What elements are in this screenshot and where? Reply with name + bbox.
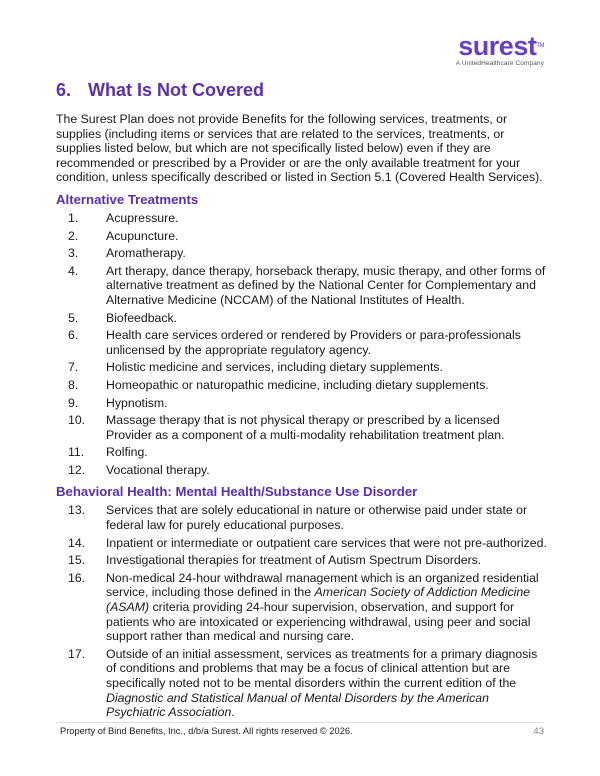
- section-number: 6.: [56, 80, 72, 100]
- list-item: 9. Hypnotism.: [68, 395, 168, 410]
- asam-reference: American Society of Addiction Medicine (ASAM): [106, 585, 531, 615]
- trademark-mark: TM: [536, 43, 544, 49]
- list-item: 4. Art therapy, dance therapy, horseback therapy, music therapy, and other forms of alternative treatment as defined by the National Center for Complementary and Alternative Medicine (NCCAM) of the National Institutes of Health.: [68, 263, 546, 307]
- list-item: 7. Holistic medicine and services, including dietary supplements.: [68, 360, 443, 375]
- list-item: 13. Services that are solely educational in nature or otherwise paid under state or federal law for purely educational purposes.: [68, 503, 528, 533]
- footer-divider: [56, 722, 544, 723]
- behavioral-health-list: [56, 503, 548, 719]
- page-number: 43: [533, 726, 544, 737]
- list-item: 8. Homeopathic or naturopathic medicine, including dietary supplements.: [68, 377, 489, 392]
- surest-logo: [455, 31, 544, 67]
- list-item: 16. Non-medical 24-hour withdrawal management which is an organized residential service, including those defined in the American Society of Addiction Medicine (ASAM) criteria providing 24-hour supervision, observation, and support for patients who are intoxicated or experiencing withdrawal, using peer and social support rather than medical and nursing care.: [68, 570, 539, 644]
- list-item: 6. Health care services ordered or rendered by Providers or para-professionals unlicensed by the appropriate regulatory agency.: [68, 328, 521, 357]
- list-item: 1. Acupressure.: [68, 210, 179, 225]
- list-item: 12. Vocational therapy.: [68, 462, 210, 477]
- list-item: 5. Biofeedback.: [68, 310, 178, 325]
- list-item: 3. Aromatherapy.: [68, 246, 186, 261]
- dsm-reference: Diagnostic and Statistical Manual of Mental Disorders by the American Psychiatric Association: [106, 690, 489, 720]
- subheading-behavioral-health: Behavioral Health: Mental Health/Substance Use Disorder: [56, 484, 418, 500]
- list-item: 10. Massage therapy that is not physical therapy or prescribed by a licensed Provider as a component of a multi-modality rehabilitation treatment plan.: [68, 413, 505, 442]
- intro-paragraph: The Surest Plan does not provide Benefits for the following services, treatments, or supplies (including items or services that are related to the services, treatments, or supplies listed below, but which are not specifically listed below) even if they are recommended or prescribed by a Provider or are the only available treatment for your condition, unless specifically described or listed in Section 5.1 (Covered Health Services).: [56, 112, 543, 185]
- logo-wordmark: surest™: [458, 31, 544, 61]
- alternative-treatments-list: [56, 211, 548, 478]
- logo-tagline: A UnitedHealthcare Company: [455, 60, 544, 67]
- section-title: What Is Not Covered: [88, 80, 265, 100]
- list-item: 2. Acupuncture.: [68, 228, 179, 243]
- list-item: 15. Investigational therapies for treatment of Autism Spectrum Disorders.: [68, 553, 482, 568]
- page-footer: [60, 726, 544, 737]
- footer-copyright: Property of Bind Benefits, Inc., d/b/a Surest. All rights reserved © 2026.: [60, 726, 353, 736]
- page-title: [56, 79, 548, 101]
- list-item: 14. Inpatient or intermediate or outpatient care services that were not pre-authorized.: [68, 535, 547, 550]
- list-item: 17. Outside of an initial assessment, services as treatments for a primary diagnosis of conditions and problems that may be a focus of clinical attention but are specifically noted not to be mental disorders within the current edition of the Diagnostic and Statistical Manual of Mental Disorders by the American Psychiatric Association.: [68, 646, 538, 720]
- page-content: [56, 79, 548, 723]
- subheading-alternative-treatments: Alternative Treatments: [56, 191, 199, 207]
- list-item: 11. Rolfing.: [68, 445, 148, 460]
